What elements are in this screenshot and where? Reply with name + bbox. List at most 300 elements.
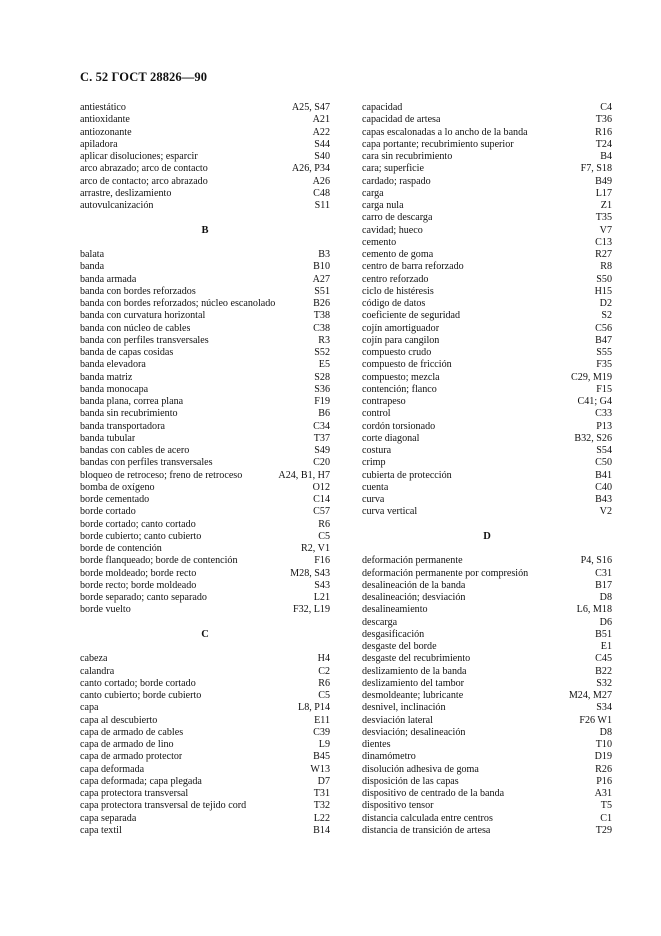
entry-code: D2 (599, 298, 612, 309)
entry-term: ciclo de histéresis (362, 285, 434, 297)
entry-code: D8 (599, 726, 612, 738)
entry-term: cordón torsionado (362, 420, 436, 432)
entry-code: T35 (595, 212, 612, 224)
entry-code: R2, V1 (301, 543, 330, 554)
entry-code: V7 (599, 224, 612, 236)
index-entry (362, 470, 612, 482)
entry-term: bandas con perfiles transversales (80, 457, 213, 469)
entry-term: autovulcanización (80, 200, 154, 211)
index-entry (80, 139, 330, 151)
index-entry (80, 531, 330, 543)
entry-term: distancia calculada entre centros (362, 812, 493, 824)
entry-term: corte diagonal (362, 432, 420, 444)
index-entry (362, 347, 612, 359)
spacer (362, 543, 612, 555)
entry-term: capa separada (80, 812, 137, 824)
index-entry (80, 249, 330, 261)
index-entry (362, 482, 612, 494)
index-entry (362, 555, 612, 567)
entry-code: C31 (595, 567, 612, 579)
entry-code: O12 (312, 481, 330, 493)
entry-code: M28, S43 (290, 567, 330, 579)
index-entry (362, 580, 612, 592)
entry-code: B47 (595, 334, 612, 346)
index-entry (362, 139, 612, 151)
entry-code: T36 (595, 114, 612, 126)
index-entry (80, 163, 330, 175)
entry-code: C13 (595, 236, 612, 248)
entry-code: R6 (318, 518, 330, 530)
entry-term: borde cementado (80, 494, 150, 505)
index-entry (362, 629, 612, 641)
entry-term: banda de capas cosidas (80, 347, 174, 358)
index-entry (362, 359, 612, 371)
entry-term: borde moldeado; borde recto (80, 567, 197, 579)
entry-code: B4 (600, 151, 612, 162)
entry-term: código de datos (362, 298, 426, 309)
entry-code: C5 (318, 690, 330, 701)
section-letter: D (483, 530, 491, 542)
index-entry (362, 641, 612, 653)
entry-term: aplicar disoluciones; esparcir (80, 151, 198, 162)
entry-term: desmoldeante; lubricante (362, 690, 464, 701)
entry-term: dispositivo de centrado de la banda (362, 788, 505, 799)
entry-term: deslizamiento de la banda (362, 665, 467, 677)
entry-term: banda con curvatura horizontal (80, 310, 206, 322)
entry-code: F35 (596, 359, 612, 371)
entry-code: S34 (596, 702, 612, 714)
entry-term: borde recto; borde moldeado (80, 579, 197, 591)
entry-term: capa deformada; capa plegada (80, 775, 202, 787)
entry-term: contención; flanco (362, 383, 437, 395)
entry-term: banda con bordes reforzados (80, 285, 196, 297)
index-entry (362, 494, 612, 506)
entry-term: capa portante; recubrimiento superior (362, 138, 514, 150)
index-entry (362, 788, 612, 800)
index-entry (80, 347, 330, 359)
entry-code: F19 (314, 396, 330, 407)
entry-code: S40 (314, 151, 330, 162)
entry-term: distancia de transición de artesa (362, 824, 491, 836)
index-entry (80, 274, 330, 286)
index-entry (80, 286, 330, 298)
entry-term: banda con bordes reforzados; núcleo escanolado (80, 298, 276, 309)
entry-code: C2 (318, 665, 330, 677)
entry-term: descarga (362, 616, 398, 628)
entry-term: desviación; desalineación (362, 726, 466, 738)
index-entry (80, 298, 330, 310)
entry-term: compuesto de fricción (362, 359, 452, 371)
entry-code: F15 (596, 383, 612, 395)
entry-term: cara; superficie (362, 163, 424, 175)
section-letter: C (201, 628, 209, 640)
entry-code: B22 (595, 665, 612, 677)
entry-code: L22 (313, 812, 330, 824)
entry-term: banda transportadora (80, 420, 165, 432)
index-entry (362, 421, 612, 433)
index-entry (362, 751, 612, 763)
index-entry (80, 494, 330, 506)
section-letter: B (201, 224, 209, 236)
entry-code: C20 (313, 457, 330, 469)
entry-code: C38 (313, 322, 330, 334)
entry-code: A22 (312, 126, 330, 138)
entry-term: banda plana, correa plana (80, 396, 184, 407)
entry-term: desalineación; desviación (362, 592, 466, 603)
index-entry (362, 408, 612, 420)
entry-code: R8 (600, 261, 612, 273)
entry-code: S49 (314, 445, 330, 456)
entry-code: E11 (314, 714, 330, 726)
entry-code: C5 (318, 530, 330, 542)
index-entry (362, 800, 612, 812)
entry-term: banda elevadora (80, 359, 146, 371)
entry-term: cuenta (362, 481, 389, 493)
entry-code: C56 (595, 322, 612, 334)
entry-code: A21 (312, 114, 330, 126)
entry-term: deformación permanente por compresión (362, 567, 529, 579)
index-entry (362, 286, 612, 298)
index-entry (80, 813, 330, 825)
entry-code: B49 (595, 175, 612, 187)
index-entry (80, 261, 330, 273)
entry-code: B51 (595, 628, 612, 640)
entry-term: banda tubular (80, 432, 136, 444)
entry-code: B14 (313, 824, 330, 836)
index-entry (362, 727, 612, 739)
index-entry (362, 225, 612, 237)
index-entry (80, 359, 330, 371)
index-entry (80, 188, 330, 200)
entry-term: carga nula (362, 200, 404, 211)
index-entry (362, 151, 612, 163)
entry-term: dientes (362, 739, 391, 750)
index-entry (80, 678, 330, 690)
entry-code: S52 (314, 347, 330, 358)
index-entry (362, 825, 612, 837)
entry-term: cojín para cangilon (362, 334, 440, 346)
entry-code: A27 (312, 273, 330, 285)
page-header: С. 52 ГОСТ 28826—90 (80, 70, 208, 84)
entry-term: borde cubierto; canto cubierto (80, 530, 202, 542)
index-entry (80, 445, 330, 457)
index-entry (362, 372, 612, 384)
index-entry (80, 592, 330, 604)
index-entry (80, 176, 330, 188)
index-entry (362, 114, 612, 126)
entry-code: S43 (314, 579, 330, 591)
index-entry (362, 249, 612, 261)
index-entry (362, 212, 612, 224)
entry-code: S50 (596, 273, 612, 285)
entry-code: T31 (313, 788, 330, 799)
entry-term: disposición de las capas (362, 775, 459, 787)
entry-term: banda monocapa (80, 383, 149, 395)
entry-code: C48 (313, 187, 330, 199)
index-entry (80, 396, 330, 408)
entry-term: cubierta de protección (362, 469, 452, 481)
entry-code: B10 (313, 261, 330, 273)
entry-code: M24, M27 (568, 690, 612, 701)
entry-term: borde cortado (80, 506, 136, 518)
entry-code: T10 (595, 739, 612, 750)
entry-term: banda con perfiles transversales (80, 334, 209, 346)
entry-code: H4 (317, 653, 330, 665)
entry-code: R26 (595, 763, 612, 775)
index-entry (362, 739, 612, 751)
entry-term: canto cortado; borde cortado (80, 677, 196, 689)
index-entry (362, 764, 612, 776)
index-entry (80, 519, 330, 531)
entry-code: E1 (600, 641, 612, 652)
index-entry (80, 433, 330, 445)
entry-code: H15 (594, 285, 612, 297)
entry-code: A26, P34 (291, 163, 330, 175)
entry-term: cemento (362, 236, 397, 248)
entry-term: desnivel, inclinación (362, 702, 446, 714)
entry-code: T29 (595, 824, 612, 836)
entry-code: W13 (310, 763, 330, 775)
entry-term: arco de contacto; arco abrazado (80, 175, 208, 187)
entry-term: calandra (80, 665, 115, 677)
index-entry (80, 200, 330, 212)
entry-term: cojín amortiguador (362, 322, 440, 334)
entry-term: banda (80, 261, 105, 273)
entry-term: desgasificación (362, 628, 425, 640)
entry-code: C4 (600, 102, 612, 113)
index-entry (80, 102, 330, 114)
entry-code: T5 (600, 800, 612, 812)
entry-code: A26 (312, 175, 330, 187)
entry-term: carga (362, 187, 384, 199)
entry-code: C40 (595, 481, 612, 493)
entry-term: capa al descubierto (80, 714, 158, 726)
entry-code: B32, S26 (574, 432, 612, 444)
entry-term: bomba de oxígeno (80, 481, 155, 493)
entry-term: curva vertical (362, 506, 418, 518)
index-entry (80, 310, 330, 322)
index-entry (80, 151, 330, 163)
entry-term: apiladora (80, 138, 118, 150)
entry-code: P13 (596, 420, 612, 432)
entry-term: capa textil (80, 824, 122, 836)
entry-term: borde vuelto (80, 604, 131, 616)
entry-code: T38 (313, 310, 330, 322)
entry-term: desalineación de la banda (362, 579, 466, 591)
entry-code: S36 (314, 383, 330, 395)
index-entry (362, 715, 612, 727)
entry-code: R3 (318, 334, 330, 346)
entry-term: capacidad (362, 102, 403, 113)
index-entry (80, 764, 330, 776)
entry-term: bloqueo de retroceso; freno de retroceso (80, 469, 243, 481)
spacer (80, 212, 330, 224)
index-entry (80, 506, 330, 518)
entry-code: C41; G4 (577, 396, 612, 407)
index-entry (362, 274, 612, 286)
index-entry (80, 323, 330, 335)
entry-term: cemento de goma (362, 249, 434, 260)
index-entry (80, 127, 330, 139)
index-entry (80, 604, 330, 616)
entry-code: S55 (596, 347, 612, 358)
entry-term: canto cubierto; borde cubierto (80, 690, 202, 701)
entry-code: T24 (595, 138, 612, 150)
entry-term: capa de armado de cables (80, 726, 184, 738)
index-entry (362, 323, 612, 335)
entry-code: R27 (595, 249, 612, 260)
spacer (80, 237, 330, 249)
index-entry (362, 690, 612, 702)
entry-code: B26 (313, 298, 330, 309)
entry-code: L21 (313, 592, 330, 603)
index-entry (80, 372, 330, 384)
entry-code: S51 (314, 285, 330, 297)
entry-code: L17 (595, 187, 612, 199)
index-entry (362, 776, 612, 788)
entry-code: T32 (313, 800, 330, 812)
index-entry (362, 102, 612, 114)
index-entry (362, 678, 612, 690)
entry-term: bandas con cables de acero (80, 445, 190, 456)
entry-code: D19 (594, 751, 612, 763)
entry-term: arrastre, deslizamiento (80, 187, 172, 199)
index-entry (80, 470, 330, 482)
entry-code: T37 (313, 432, 330, 444)
entry-code: A24, B1, H7 (278, 469, 330, 481)
index-entry (80, 568, 330, 580)
entry-term: balata (80, 249, 105, 260)
entry-code: C33 (595, 408, 612, 420)
entry-code: C39 (313, 726, 330, 738)
index-entry (80, 788, 330, 800)
entry-code: S54 (596, 445, 612, 456)
index-entry (362, 335, 612, 347)
index-entry (80, 408, 330, 420)
entry-code: S2 (601, 310, 612, 322)
index-entry (362, 298, 612, 310)
index-entry (362, 200, 612, 212)
entry-code: V2 (599, 506, 612, 518)
entry-code: C14 (313, 494, 330, 505)
entry-term: cavidad; hueco (362, 224, 423, 236)
entry-term: control (362, 408, 391, 420)
entry-term: arco abrazado; arco de contacto (80, 163, 208, 175)
entry-code: L9 (318, 739, 330, 750)
entry-term: capa protectora transversal de tejido cord (80, 800, 247, 812)
entry-term: compuesto crudo (362, 347, 432, 358)
index-entry (362, 188, 612, 200)
index-entry (362, 653, 612, 665)
index-entry (362, 445, 612, 457)
entry-term: antiestático (80, 102, 126, 113)
index-entry (362, 813, 612, 825)
entry-term: antioxidante (80, 114, 130, 126)
entry-code: B41 (595, 469, 612, 481)
index-entry (362, 384, 612, 396)
index-entry (80, 776, 330, 788)
entry-code: C57 (313, 506, 330, 518)
entry-code: B3 (318, 249, 330, 260)
entry-code: D6 (599, 616, 612, 628)
spacer (362, 519, 612, 531)
index-entry (80, 384, 330, 396)
entry-term: capa de armado protector (80, 751, 183, 763)
entry-term: deformación permanente (362, 555, 463, 567)
index-entry (80, 114, 330, 126)
index-entry (80, 751, 330, 763)
entry-code: S32 (596, 677, 612, 689)
entry-term: crimp (362, 457, 386, 469)
entry-term: banda con núcleo de cables (80, 322, 191, 334)
index-entry (80, 555, 330, 567)
entry-term: borde de contención (80, 543, 162, 554)
entry-code: Z1 (600, 200, 612, 211)
entry-code: F26 W1 (579, 714, 612, 726)
index-entry (362, 310, 612, 322)
entry-term: capa (80, 702, 99, 714)
entry-code: C1 (600, 812, 612, 824)
entry-code: E5 (318, 359, 330, 371)
index-entry (80, 482, 330, 494)
entry-term: contrapeso (362, 396, 406, 407)
entry-term: dispositivo tensor (362, 800, 434, 812)
index-entry (80, 715, 330, 727)
index-entry (362, 506, 612, 518)
entry-term: centro reforzado (362, 273, 429, 285)
index-entry (362, 568, 612, 580)
entry-code: A25, S47 (291, 102, 330, 113)
entry-term: dinamómetro (362, 751, 416, 763)
entry-code: B6 (318, 408, 330, 420)
entry-term: costura (362, 445, 392, 456)
entry-term: capa de armado de lino (80, 739, 174, 750)
entry-term: curva (362, 494, 385, 505)
entry-code: F32, L19 (292, 604, 330, 616)
entry-code: C50 (595, 457, 612, 469)
entry-term: capacidad de artesa (362, 114, 441, 126)
index-entry (80, 666, 330, 678)
entry-code: F16 (314, 555, 330, 567)
entry-code: S11 (314, 200, 330, 211)
entry-term: coeficiente de seguridad (362, 310, 461, 322)
index-entry (80, 457, 330, 469)
entry-term: borde flanqueado; borde de contención (80, 555, 238, 567)
index-entry (362, 163, 612, 175)
entry-code: B43 (595, 494, 612, 505)
entry-code: P4, S16 (580, 555, 612, 567)
entry-code: L6, M18 (576, 604, 612, 616)
entry-code: C34 (313, 420, 330, 432)
entry-code: L8, P14 (298, 702, 330, 714)
index-entry (80, 580, 330, 592)
entry-code: P16 (596, 775, 612, 787)
entry-term: desviación lateral (362, 714, 433, 726)
entry-term: carro de descarga (362, 212, 433, 224)
entry-code: D8 (599, 592, 612, 603)
entry-term: borde separado; canto separado (80, 592, 207, 603)
entry-term: capa deformada (80, 763, 145, 775)
entry-term: banda matriz (80, 371, 133, 383)
entry-term: centro de barra reforzado (362, 261, 464, 273)
entry-term: desalineamiento (362, 604, 428, 616)
entry-term: desgaste del recubrimiento (362, 653, 471, 665)
entry-term: banda armada (80, 273, 137, 285)
index-entry (362, 457, 612, 469)
index-entry (362, 237, 612, 249)
entry-code: R16 (595, 126, 612, 138)
index-entry (80, 739, 330, 751)
